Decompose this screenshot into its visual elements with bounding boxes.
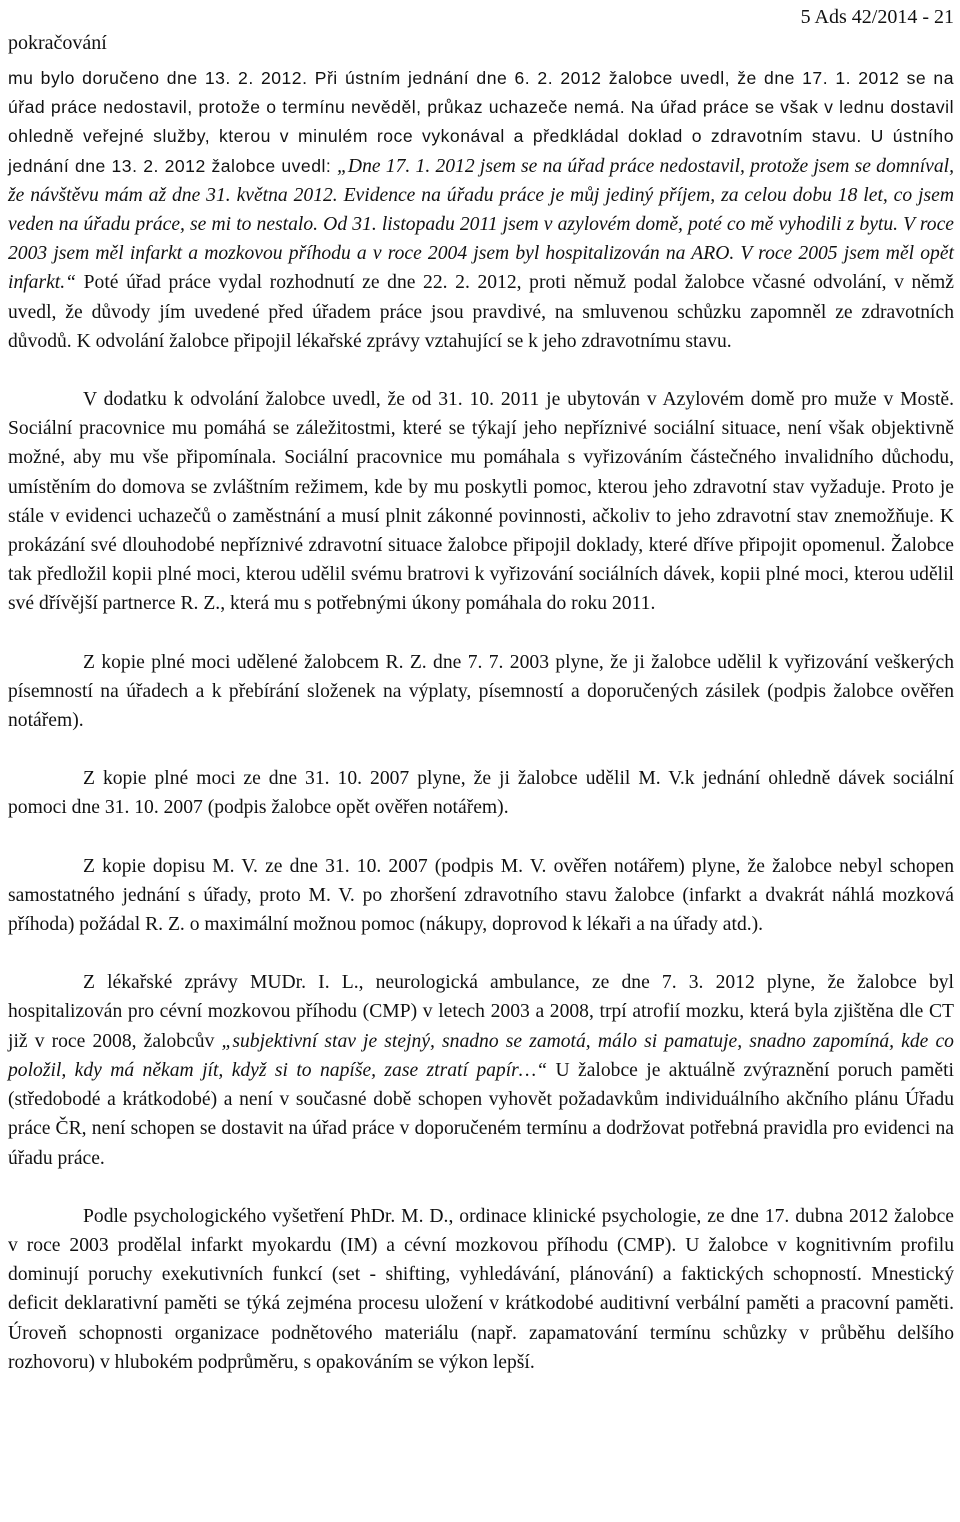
paragraph-6-text: Z lékařské zprávy MUDr. I. L., neurologická ambulance, ze dne 7. 3. 2012 plyne, že žalobce byl hospitalizován pro cévní mozkovou příhodu (CMP) v letech 2003 a 2008, trpí atrofií mozku, která byla zjištěna dle CT již v roce 2008, žalobcův [8,972,954,1052]
paragraph-6-continuation: U žalobce je aktuálně zvýraznění poruch paměti (středobodé a krátkodobé) a není v současné době schopen vyhovět požadavkům individuálního akčního plánu Úřadu práce ČR, není schopen se dostavit na úřad práce v doporučeném termínu a dodržovat potřebná pravidla pro evidenci na úřadu práce. [8,1059,954,1169]
case-number: 5 Ads 42/2014 - 21 [800,6,954,28]
paragraph-1 [8,64,954,356]
document-page [8,0,954,1377]
paragraph-6 [8,968,954,1172]
paragraph-2: V dodatku k odvolání žalobce uvedl, že od 31. 10. 2011 je ubytován v Azylovém domě pro muže v Mostě. Sociální pracovnice mu pomáhá se záležitostmi, které se týkají jeho nepříznivé sociální situace, není však objektivně možné, aby mu vše připomínala. Sociální pracovnice mu pomáhala s vyřizováním částečného invalidního důchodu, umístěním do domova se zvláštním režimem, kde by mu poskytli pomoc, kterou jeho zdravotní stav vyžaduje. Proto je stále v evidenci uchazečů o zaměstnání a musí plnit zákonné povinnosti, ačkoliv to jeho zdravotní stav znemožňuje. K prokázání své dlouhodobé nepříznivé zdravotní situace žalobce připojil doklady, které dříve připojit opomenul. Žalobce tak předložil kopii plné moci, kterou udělil svému bratrovi k vyřizování sociálních dávek, kopii plné moci, kterou udělil své dřívější partnerce R. Z., která mu s potřebnými úkony pomáhala do roku 2011. [8,389,954,615]
paragraph-spacer [8,823,954,852]
plaintiff-quote: „Dne 17. 1. 2012 jsem se na úřad práce nedostavil, protože jsem se domníval, že návštěvu mám až dne 31. května 2012. Evidence na úřadu práce je můj jediný příjem, za celou dobu 18 let, co jsem veden na úřadu práce, se mi to nestalo. Od 31. listopadu 2011 jsem v azylovém domě, poté co mě vyhodili z bytu. V roce 2003 jsem měl infarkt a mozkovou příhodu a v roce 2004 jsem byl hospitalizován na ARO. V roce 2005 jsem měl opět infarkt.“ [8,155,954,294]
continuation-label: pokračování [8,32,107,54]
paragraph-spacer [8,939,954,968]
medical-report-quote: „subjektivní stav je stejný, snadno se zamotá, málo si pamatuje, snadno zapomíná, kde co položil, kdy má někam jít, když si to napíše, zase ztratí papír…“ [8,1030,954,1081]
paragraph-spacer [8,619,954,648]
paragraph-spacer [8,735,954,764]
paragraph-1-text: mu bylo doručeno dne 13. 2. 2012. Při ústním jednání dne 6. 2. 2012 žalobce uvedl, že dne 17. 1. 2012 se na úřad práce nedostavil, protože o termínu nevěděl, průkaz uchazeče nemá. Na úřad práce se však v lednu dostavil ohledně veřejné služby, kterou v minulém roce vykonával a předkládal doklad o zdravotním stavu. U ústního jednání dne 13. 2. 2012 žalobce uvedl: [8,68,954,176]
paragraph-4: Z kopie plné moci ze dne 31. 10. 2007 plyne, že ji žalobce udělil M. V.k jednání ohledně dávek sociální pomoci dne 31. 10. 2007 (podpis žalobce opět ověřen notářem). [8,768,954,819]
paragraph-7: Podle psychologického vyšetření PhDr. M. D., ordinace klinické psychologie, ze dne 17. dubna 2012 žalobce v roce 2003 prodělal infarkt myokardu (IM) a cévní mozkovou příhodu (CMP). U žalobce v kognitivním profilu dominují poruchy exekutivních funkcí (set - shifting, vyhledávání, plánování) a faktických schopností. Mnestický deficit deklarativní paměti se týká zejména procesu uložení v krátkodobé auditivní verbální paměti a pracovní paměti. Úroveň schopnosti organizace podnětového materiálu (např. zapamatování termínu schůzky v průběhu delšího rozhovoru) v hlubokém podprůměru, s opakováním se výkon lepší. [8,1205,954,1373]
paragraph-spacer [8,1173,954,1202]
paragraph-spacer [8,356,954,385]
page-header [8,0,954,64]
paragraph-1-continuation: Poté úřad práce vydal rozhodnutí ze dne 22. 2. 2012, proti němuž podal žalobce včasné odvolání, v němž uvedl, že důvody jím uvedené před úřadem práce jsou pravdivé, na smluvenou schůzku zapomněl ze zdravotních důvodů. K odvolání žalobce připojil lékařské zprávy vztahující se k jeho zdravotnímu stavu. [8,272,954,352]
paragraph-5: Z kopie dopisu M. V. ze dne 31. 10. 2007 (podpis M. V. ověřen notářem) plyne, že žalobce nebyl schopen samostatného jednání s úřady, proto M. V. po zhoršení zdravotního stavu žalobce (infarkt a dvakrát náhlá mozková příhoda) požádal R. Z. o maximální možnou pomoc (nákupy, doprovod k lékaři a na úřady atd.). [8,855,954,936]
paragraph-3: Z kopie plné moci udělené žalobcem R. Z. dne 7. 7. 2003 plyne, že ji žalobce udělil k vyřizování veškerých písemností na úřadech a k přebírání složenek na výplaty, písemností a doporučených zásilek (podpis žalobce ověřen notářem). [8,651,954,732]
